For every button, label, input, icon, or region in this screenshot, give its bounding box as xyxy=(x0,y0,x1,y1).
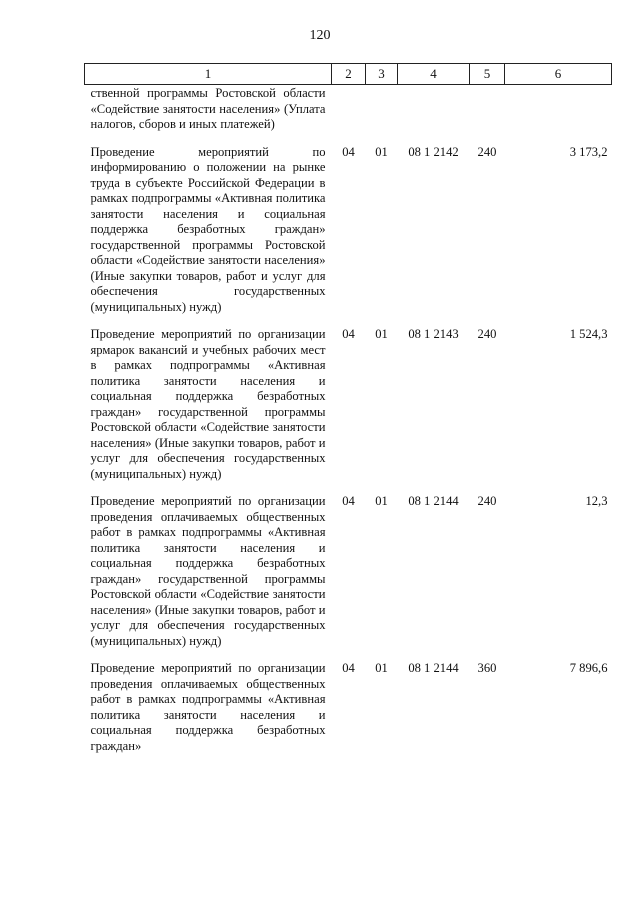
budget-table xyxy=(84,63,612,754)
row-target-code: 08 1 2144 xyxy=(408,661,459,675)
header-col-3: 3 xyxy=(366,64,398,85)
row-expense-type xyxy=(470,85,505,133)
page-number: 120 xyxy=(309,28,331,43)
row-section: 04 xyxy=(342,327,355,341)
header-col-2: 2 xyxy=(332,64,366,85)
row-target-code: 08 1 2144 xyxy=(408,494,459,508)
row-description: Проведение мероприятий по организации ярмарок вакансий и учебных рабочих мест в рамках подпрограммы «Активная политика занятости населения и социальная поддержка безработных граждан» государственной программы Ростовской области «Содействие занятости населения» (Иные закупки товаров, работ и услуг для обеспечения государственных (муниципальных) нужд) xyxy=(90,327,326,481)
row-subsection: 01 xyxy=(375,661,388,675)
row-description: Проведение мероприятий по организации проведения оплачиваемых общественных работ в рамках подпрограммы «Активная политика занятости населения и социальная поддержка безработных граждан» государственной программы Ростовской области «Содействие занятости населения» (Иные закупки товаров, работ и услуг для обеспечения государственных (муниципальных) нужд) xyxy=(90,494,326,648)
header-col-1: 1 xyxy=(85,64,332,85)
row-expense-type: 360 xyxy=(477,661,497,675)
row-description: ственной программы Ростовской области «Содействие занятости населения» (Уплата налогов, сборов и иных платежей) xyxy=(90,86,326,131)
row-expense-type: 240 xyxy=(477,327,497,341)
row-target-code: 08 1 2142 xyxy=(408,144,459,159)
header-col-5: 5 xyxy=(470,64,505,85)
row-subsection: 01 xyxy=(375,327,388,341)
row-section: 04 xyxy=(342,661,355,675)
row-description: Проведение мероприятий по информированию о положении на рынке труда в субъекте Российской Федерации в рамках подпрограммы «Активная политика занятости населения и социальная поддержка безработных граждан» государственной программы Ростовской области «Содействие занятости населения» (Иные закупки товаров, работ и услуг для обеспечения государственных (муниципальных) нужд) xyxy=(90,144,326,314)
row-expense-type: 240 xyxy=(477,494,497,508)
table-body xyxy=(85,85,612,755)
row-amount: 1 524,3 xyxy=(569,327,608,341)
row-expense-type: 240 xyxy=(477,144,497,159)
row-amount: 12,3 xyxy=(585,494,608,508)
header-row xyxy=(85,64,612,85)
row-subsection: 01 xyxy=(375,494,388,508)
table-row xyxy=(85,315,612,482)
table-row xyxy=(85,133,612,316)
table-row xyxy=(85,649,612,754)
row-subsection xyxy=(366,85,398,133)
row-target-code xyxy=(398,85,470,133)
row-amount xyxy=(505,85,612,133)
row-section: 04 xyxy=(342,494,355,508)
table-header xyxy=(85,64,612,85)
row-subsection: 01 xyxy=(375,144,388,159)
row-amount: 3 173,2 xyxy=(569,144,608,159)
header-col-4: 4 xyxy=(398,64,470,85)
table-row xyxy=(85,85,612,133)
row-target-code: 08 1 2143 xyxy=(408,327,459,341)
table-row xyxy=(85,482,612,649)
row-description: Проведение мероприятий по организации проведения оплачиваемых общественных работ в рамках подпрограммы «Активная политика занятости населения и социальная поддержка безработных граждан» xyxy=(90,661,326,753)
header-col-6: 6 xyxy=(505,64,612,85)
row-amount: 7 896,6 xyxy=(569,661,608,675)
row-section: 04 xyxy=(342,144,355,159)
row-section xyxy=(332,85,366,133)
